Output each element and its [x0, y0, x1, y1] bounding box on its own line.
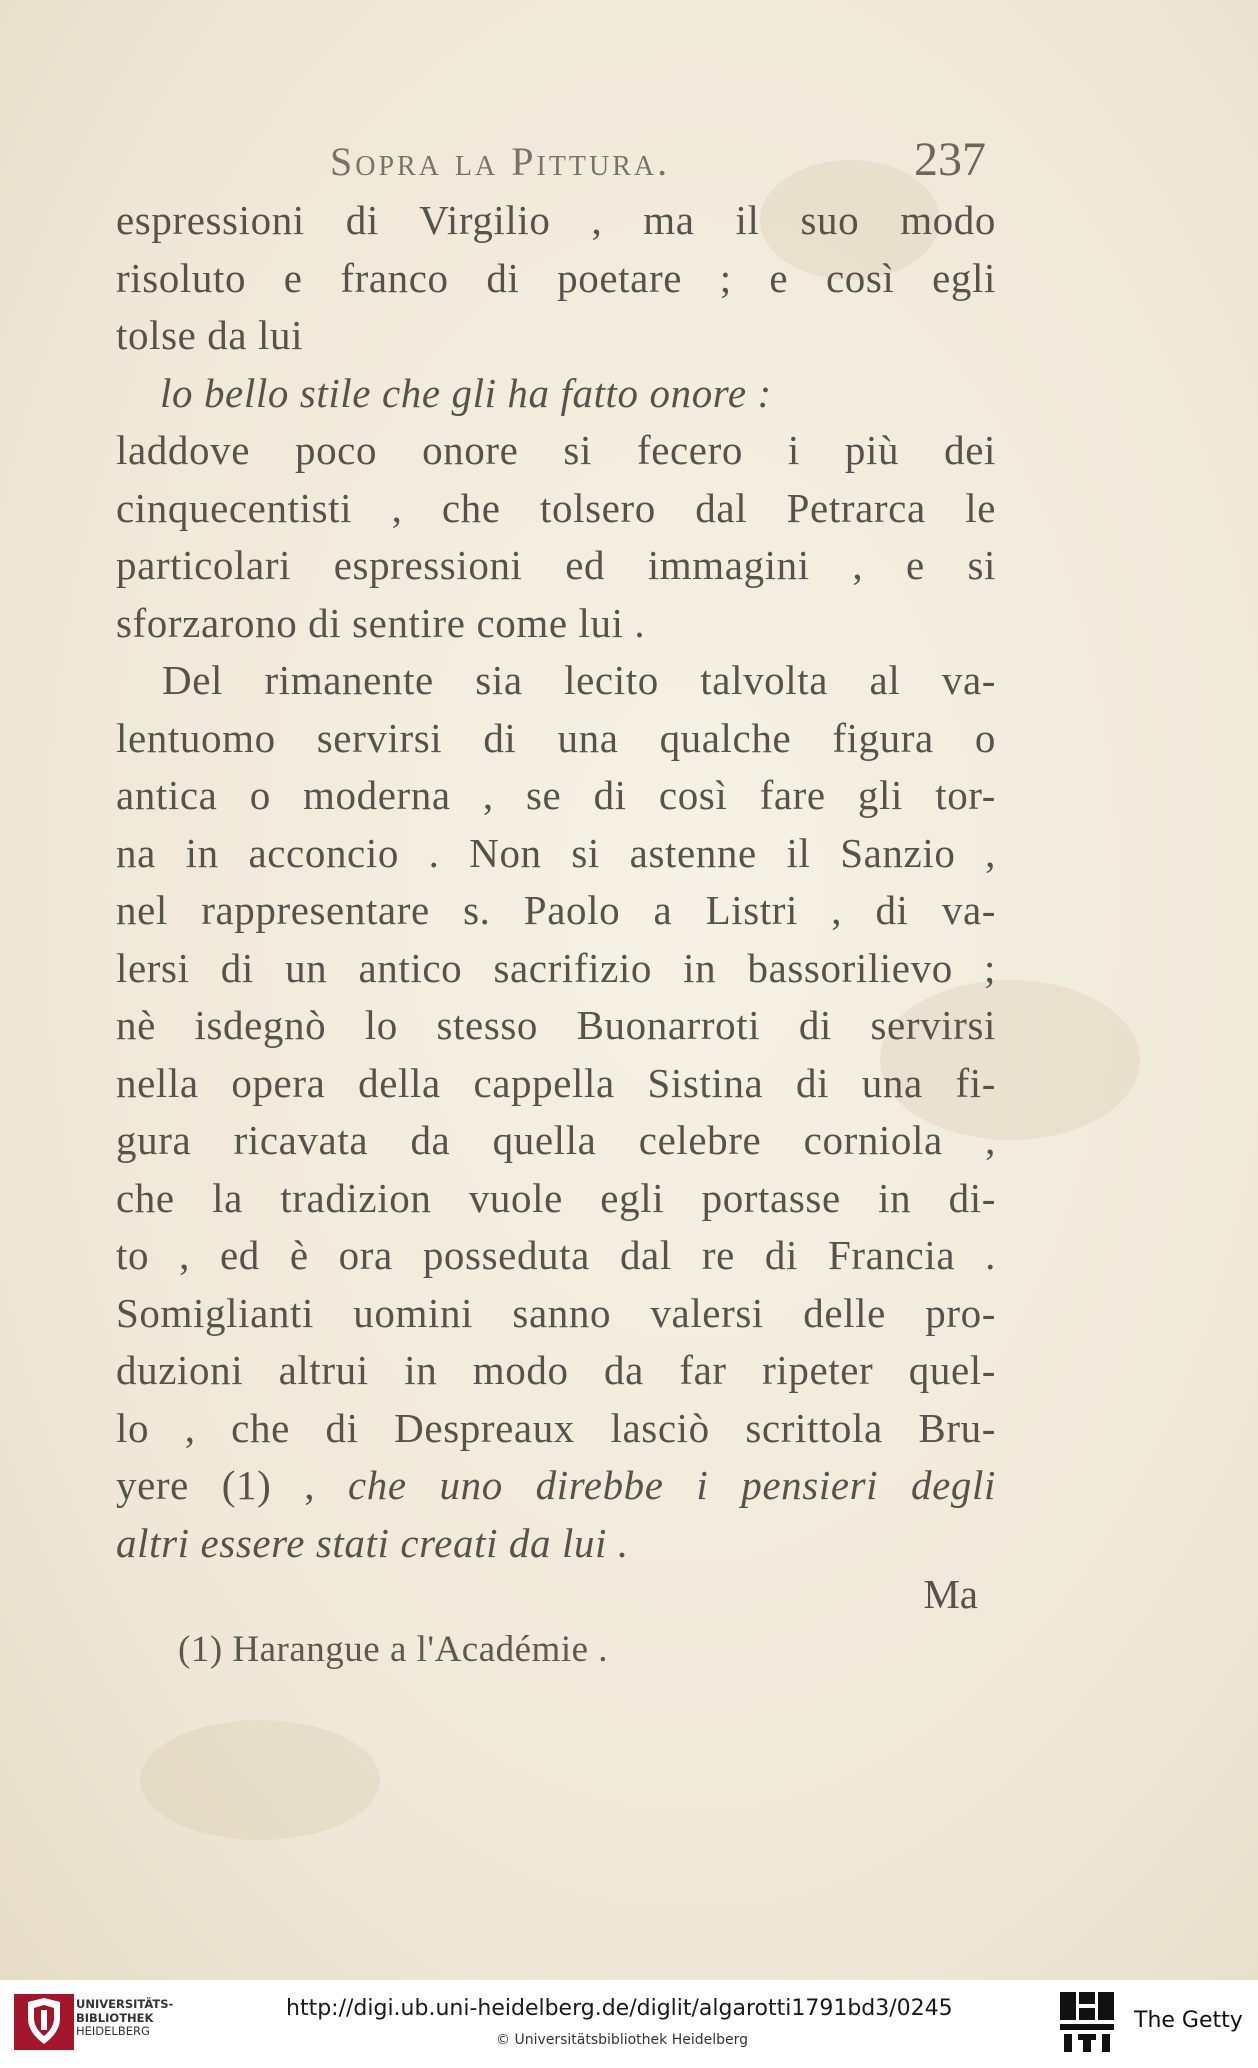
footnote: (1) Harangue a l'Académie .: [178, 1629, 609, 1670]
viewer-footer: [0, 1980, 1258, 2068]
text-line: tolse da lui: [116, 312, 304, 358]
library-name: [76, 1998, 173, 2039]
text-line: espressioni di Virgilio , ma il suo modo: [116, 197, 996, 243]
text-line: nel rappresentare s. Paolo a Listri , di va-: [116, 887, 996, 933]
text-line: gura ricavata da quella celebre corniola ,: [116, 1117, 996, 1163]
catchword: Ma: [923, 1571, 978, 1617]
getty-logo-icon: [1060, 1992, 1114, 2052]
text-line: che la tradizion vuole egli portasse in di-: [116, 1174, 996, 1221]
text-line: nella opera della cappella Sistina di una fi-: [116, 1059, 996, 1106]
body-text: [116, 192, 996, 1572]
text-line: antica o moderna , se di così fare gli tor-: [116, 772, 996, 818]
verse-quote: lo bello stile che gli ha fatto onore :: [160, 369, 772, 416]
paper-stain: [140, 1720, 380, 1840]
text-line: nè isdegnò lo stesso Buonarroti di servirsi: [116, 1002, 996, 1048]
text-line: particolari espressioni ed immagini , e si: [116, 542, 996, 588]
text-line-italic: altri essere stati creati da lui .: [116, 1519, 629, 1566]
text-line: cinquecentisti , che tolsero dal Petrarca le: [116, 484, 996, 531]
library-name-line: BIBLIOTHEK: [76, 2010, 154, 2025]
running-head: Sopra la Pittura.: [330, 139, 671, 184]
university-library-logo-icon: [14, 1994, 74, 2050]
copyright-notice: © Universitätsbibliothek Heidelberg: [496, 2032, 749, 2048]
text-line: lo , che di Despreaux lasciò scrittola Bru-: [116, 1404, 996, 1451]
library-name-line: UNIVERSITÄTS-: [76, 1997, 174, 2011]
text-line: sforzarono di sentire come lui .: [116, 599, 646, 646]
text-line: duzioni altrui in modo da far ripeter quel-: [116, 1347, 996, 1393]
text-italic-part: che uno direbbe i pensieri degli: [347, 1462, 996, 1508]
paragraph-start-line: Del rimanente sia lecito talvolta al va-: [162, 657, 996, 703]
permalink-url[interactable]: http://digi.ub.uni-heidelberg.de/diglit/algarotti1791bd3/0245: [286, 1996, 953, 2021]
page-number: 237: [914, 133, 986, 186]
text-line: risoluto e franco di poetare ; e così egli: [116, 254, 996, 301]
text-line: to , ed è ora posseduta dal re di Francia .: [116, 1232, 996, 1278]
text-line: laddove poco onore si fecero i più dei: [116, 427, 996, 473]
library-name-line: HEIDELBERG: [76, 2024, 150, 2038]
partner-name: The Getty: [1134, 2008, 1243, 2033]
text-line: Somiglianti uomini sanno valersi delle pro-: [116, 1289, 996, 1336]
text-line: lersi di un antico sacrifizio in bassorilievo ;: [116, 944, 996, 991]
text-line: na in acconcio . Non si astenne il Sanzio ,: [116, 829, 996, 876]
text-line: lentuomo servirsi di una qualche figura o: [116, 714, 996, 761]
text-roman-part: yere (1) ,: [116, 1462, 348, 1508]
text-line-mixed: [116, 1457, 996, 1515]
